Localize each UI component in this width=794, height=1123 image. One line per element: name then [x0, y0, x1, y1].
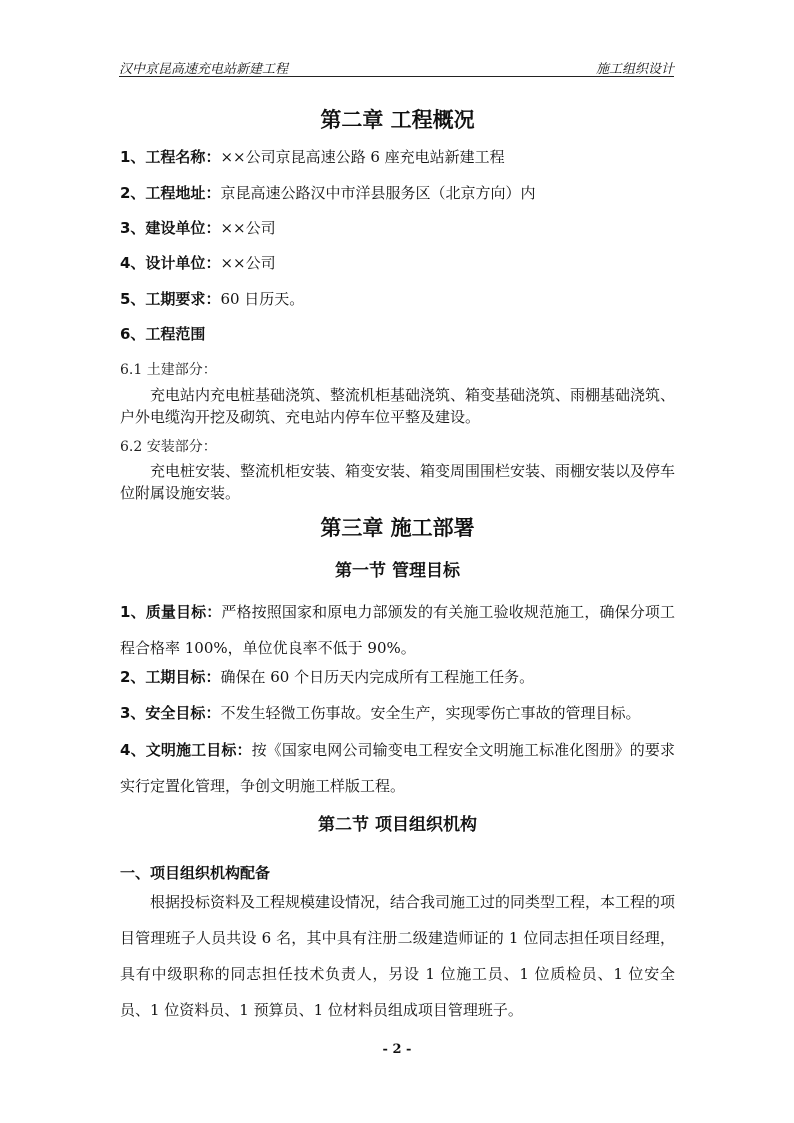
installation-title: 6.2 安装部分：	[120, 439, 217, 455]
chapter-2-title: 第二章 工程概况	[320, 108, 475, 132]
goal-civilized-construction	[120, 732, 675, 804]
item-design-unit	[120, 252, 276, 273]
item-label: 6、工程范围	[120, 325, 206, 343]
item-project-name	[120, 146, 505, 167]
goal-label: 1、质量目标：	[120, 603, 222, 621]
goal-text: 严格按照国家和原电力部颁发的有关施工验收规范施工，确保分项工程合格率 100%，单位优良率不低于 90%。	[120, 603, 675, 657]
goal-label: 2、工期目标：	[120, 668, 221, 686]
civil-works-title: 6.1 土建部分：	[120, 362, 217, 378]
section-2-title: 第二节 项目组织机构	[318, 815, 477, 835]
page-header	[119, 56, 674, 77]
page-number: - 2 -	[382, 1042, 412, 1057]
goal-quality	[120, 594, 675, 666]
installation-text: 充电桩安装、整流机柜安装、箱变安装、箱变周围围栏安装、雨棚安装以及停车位附属设施安装。	[120, 462, 676, 502]
item-label: 2、工程地址：	[120, 184, 221, 202]
item-text: ××公司	[220, 219, 276, 237]
org-text: 根据投标资料及工程规模建设情况，结合我司施工过的同类型工程，本工程的项目管理班子人员共设 6 名，其中具有注册二级建造师证的 1 位同志担任项目经理，具有中级职称的同志担任技术负责人，另设 1 位施工员、1 位质检员、1 位安全员、1 位资料员、1 预算员、1 位材料员组成项目管理班子。	[120, 893, 676, 1019]
goal-text: 不发生轻微工伤事故。安全生产，实现零伤亡事故的管理目标。	[220, 704, 641, 722]
item-scope	[120, 323, 205, 344]
item-label: 4、设计单位：	[120, 254, 221, 272]
goal-label: 4、文明施工目标：	[120, 741, 252, 759]
item-project-address	[120, 182, 535, 203]
header-project-name: 汉中京昆高速充电站新建工程	[119, 62, 289, 77]
goal-schedule	[120, 666, 534, 687]
item-duration	[120, 288, 304, 309]
section-1-title: 第一节 管理目标	[335, 561, 460, 581]
goal-text: 按《国家电网公司输变电工程安全文明施工标准化图册》的要求实行定置化管理，争创文明施工样版工程。	[120, 741, 675, 795]
goal-label: 3、安全目标：	[120, 704, 221, 722]
civil-works-text: 充电站内充电桩基础浇筑、整流机柜基础浇筑、箱变基础浇筑、雨棚基础浇筑、户外电缆沟开挖及砌筑、充电站内停车位平整及建设。	[120, 386, 676, 426]
item-label: 1、工程名称：	[120, 148, 221, 166]
header-doc-type: 施工组织设计	[595, 62, 674, 77]
chapter-3-title: 第三章 施工部署	[320, 516, 475, 540]
item-label: 3、建设单位：	[120, 219, 221, 237]
goal-text: 确保在 60 个日历天内完成所有工程施工任务。	[220, 668, 535, 686]
item-construction-unit	[120, 217, 276, 238]
item-text: ××公司京昆高速公路 6 座充电站新建工程	[220, 148, 505, 166]
goal-safety	[120, 702, 640, 723]
item-text: ××公司	[220, 254, 276, 272]
item-label: 5、工期要求：	[120, 290, 221, 308]
item-text: 京昆高速公路汉中市洋县服务区（北京方向）内	[220, 184, 536, 202]
org-heading: 一、项目组织机构配备	[120, 864, 271, 882]
item-text: 60 日历天。	[220, 290, 305, 308]
